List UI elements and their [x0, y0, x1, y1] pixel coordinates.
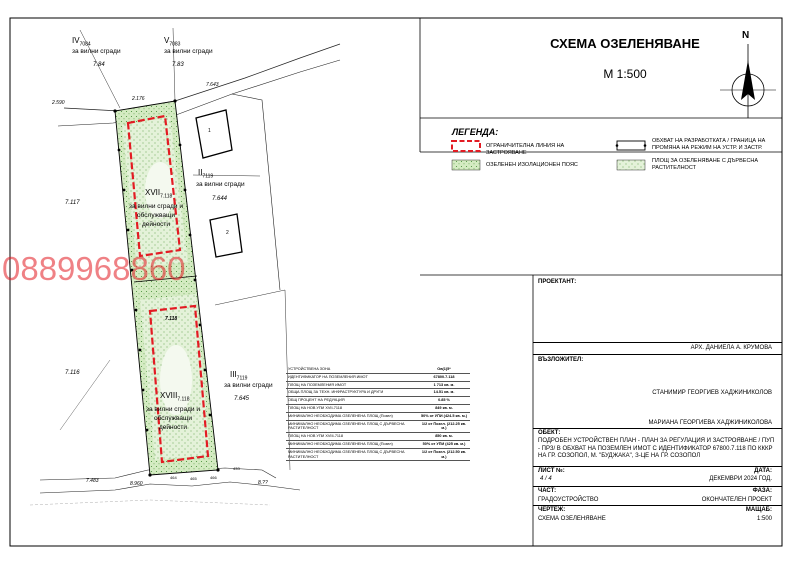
legend-scope-boundary: ОБХВАТ НА РАЗРАБОТКАТА / ГРАНИЦА НА ПРОМЯНА НА РЕЖИМ НА УСТР. И ЗАСТР.	[652, 138, 766, 151]
params-value: 1/2 от Позел. (212.50 кв. м.)	[418, 448, 470, 461]
parcel-2590: 2.590	[52, 100, 65, 106]
params-row	[286, 389, 470, 397]
lot-iv-label: $IV_{7084}$	[72, 36, 91, 48]
params-row	[286, 412, 470, 420]
parcel-8960: 8.960	[130, 481, 143, 487]
params-label: ПЛОЩ НА ПОЗЕМЛЕНИЯ ИМОТ	[286, 381, 418, 389]
date-label: ДАТА:	[754, 468, 772, 474]
lot-ii-use: за вилни сгради	[196, 181, 245, 188]
params-value: 1/2 от Позел. (212.25 кв. м.)	[418, 420, 470, 433]
parcel-784: 7.84	[93, 62, 105, 68]
lot-ii-label: $II_{7119}$	[198, 168, 214, 180]
params-row	[286, 373, 470, 381]
legend-green-belt: ОЗЕЛЕНЕН ИЗОЛАЦИОНЕН ПОЯС	[486, 162, 578, 168]
params-label: ОБЩА ПЛОЩ ЗА ТЕХН. ИНФРАСТРУКТУРА И ДРУГИ	[286, 389, 418, 397]
params-value: 67800.7.118	[418, 373, 470, 381]
params-row	[286, 440, 470, 448]
point-465: 465	[190, 476, 197, 481]
drawing-title: СХЕМА ОЗЕЛЕНЯВАНЕ	[550, 36, 700, 51]
lot-iii-label: $III_{7119}$	[230, 370, 248, 382]
params-label: УСТРОЙСТВЕНА ЗОНА	[286, 366, 418, 373]
drawing-scale: М 1:500	[603, 67, 647, 81]
params-row	[286, 420, 470, 433]
params-row	[286, 433, 470, 441]
point-466: 466	[210, 475, 217, 480]
part-label: ЧАСТ:	[538, 488, 557, 494]
params-row	[286, 381, 470, 389]
sheet-label: ЛИСТ №:	[538, 468, 565, 474]
part-value: ГРАДОУСТРОЙСТВО	[538, 497, 599, 503]
building-2-number: 2	[226, 230, 229, 236]
parcel-7643: 7.643	[206, 82, 219, 88]
params-value: 0.85 %	[418, 397, 470, 405]
params-value: 50% от УПИ (424.5 кв. м.)	[418, 412, 470, 420]
drawing-label: ЧЕРТЕЖ:	[538, 507, 566, 513]
params-label: МИНИМАЛНО НЕОБХОДИМА ОЗЕЛЕНЕНА ПЛОЩ С ДЪРВЕСНА РАСТИТЕЛНОСТ	[286, 420, 418, 433]
params-row	[286, 448, 470, 461]
drawing-value: СХЕМА ОЗЕЛЕНЯВАНЕ	[538, 516, 606, 522]
parcel-2176: 2.176	[132, 96, 145, 102]
building-1-number: 1	[208, 128, 211, 134]
point-433: 433	[233, 466, 240, 471]
params-label: ОБЩ ПРОЦЕНТ НА РЕДУКЦИЯ	[286, 397, 418, 405]
legend-heading: ЛЕГЕНДА:	[452, 127, 499, 137]
north-label: N	[742, 30, 750, 41]
phase-value: ОКОНЧАТЕЛЕН ПРОЕКТ	[701, 497, 772, 503]
legend-swatch-tree-area	[617, 160, 645, 170]
sheet-value: 4 / 4	[540, 476, 552, 482]
client-name-1: СТАНИМИР ГЕОРГИЕВ ХАДЖИНИКОЛОВ	[652, 390, 772, 396]
lot-xviii-use: за вилни сгради и обслужващи дейности	[145, 406, 200, 431]
parcel-783: 7.83	[172, 62, 184, 68]
object-text: ПОДРОБЕН УСТРОЙСТВЕН ПЛАН - ПЛАН ЗА РЕГУЛАЦИЯ И ЗАСТРОЯВАНЕ / ПУП - ПРЗ/ В ОБХВАТ НА ПОЗЕМЛЕН ИМОТ С ИДЕНТИФИКАТОР 67800.7.118 ПО КККР НА ГР. СОЗОПОЛ, М. "БУДЖАКА", З-ЦЕ НА ГР. СОЗОПОЛ	[538, 438, 775, 459]
client-name-2: МАРИАНА ГЕОРГИЕВА ХАДЖИНИКОЛОВА	[648, 420, 772, 426]
legend-swatch-green-belt	[452, 160, 480, 170]
lot-v-use: за вилни сгради	[164, 48, 213, 55]
params-value: 14.51 кв. м.	[418, 389, 470, 397]
scale-label: МАЩАБ:	[745, 507, 772, 513]
north-arrow-icon	[720, 44, 776, 118]
parcel-7645: 7.645	[234, 396, 250, 402]
lot-xvii-label: $XVII_{7.118}$	[145, 188, 173, 200]
parcel-7118: 7.118	[165, 316, 178, 322]
parameters-table	[286, 366, 470, 461]
parcel-7644: 7.644	[212, 196, 228, 202]
designer-name: АРХ. ДАНИЕЛА А. КРУМОВА	[690, 345, 772, 351]
params-row	[286, 404, 470, 412]
params-label: МИНИМАЛНО НЕОБХОДИМА ОЗЕЛЕНЕНА ПЛОЩ (Позел)	[286, 412, 418, 420]
parcel-8: 8.??	[258, 480, 268, 486]
designer-label: ПРОЕКТАНТ:	[538, 279, 577, 285]
legend-swatch-build-line	[452, 141, 480, 151]
lot-xviii-label: $XVIII_{7.118}$	[160, 391, 190, 403]
legend-tree-area: ПЛОЩ ЗА ОЗЕЛЕНЯВАНЕ С ДЪРВЕСНА РАСТИТЕЛНОСТ	[652, 158, 759, 171]
params-value: 850 кв. м.	[418, 433, 470, 441]
params-value: 1 713 кв. м.	[418, 381, 470, 389]
parcel-7116: 7.116	[65, 370, 80, 376]
lot-iv-use: за вилни сгради	[72, 48, 121, 55]
params-row	[286, 366, 470, 373]
params-value: 50% от УПИ (425 кв. м.)	[418, 440, 470, 448]
params-label: ПЛОЩ НА НОВ УПИ XVII-7118	[286, 404, 418, 412]
legend-build-line: ОГРАНИЧИТЕЛНА ЛИНИЯ НА ЗАСТРОЯВАНЕ	[486, 143, 565, 156]
client-label: ВЪЗЛОЖИТЕЛ:	[538, 357, 584, 363]
phone-watermark: 0889968860	[2, 250, 186, 287]
object-label: ОБЕКТ:	[538, 430, 561, 436]
params-label: ИДЕНТИФИКАТОР НА ПОЗЕМЛЕНИЯ ИМОТ	[286, 373, 418, 381]
legend-swatch-scope	[617, 141, 645, 150]
lot-iii-use: за вилни сгради	[224, 382, 273, 389]
params-value: Ов(1)5*	[418, 366, 470, 373]
params-label: ПЛОЩ НА НОВ УПИ XVIII-7118	[286, 433, 418, 441]
building-1	[196, 110, 232, 158]
lot-v-label: $V_{7083}$	[164, 36, 181, 48]
scale-value: 1:500	[756, 516, 772, 522]
parcel-7483: 7.483	[86, 478, 99, 484]
phase-label: ФАЗА:	[752, 488, 772, 494]
params-row	[286, 397, 470, 405]
params-value: 849 кв. м.	[418, 404, 470, 412]
date-value: ДЕКЕМВРИ 2024 ГОД.	[709, 476, 772, 482]
params-label: МИНИМАЛНО НЕОБХОДИМА ОЗЕЛЕНЕНА ПЛОЩ С ДЪРВЕСНА РАСТИТЕЛНОСТ	[286, 448, 418, 461]
params-label: МИНИМАЛНО НЕОБХОДИМА ОЗЕЛЕНЕНА ПЛОЩ (Позел)	[286, 440, 418, 448]
lot-xvii-use: за вилни сгради и обслужващи дейности	[128, 203, 183, 228]
parcel-7117: 7.117	[65, 200, 80, 206]
point-464: 464	[170, 475, 177, 480]
